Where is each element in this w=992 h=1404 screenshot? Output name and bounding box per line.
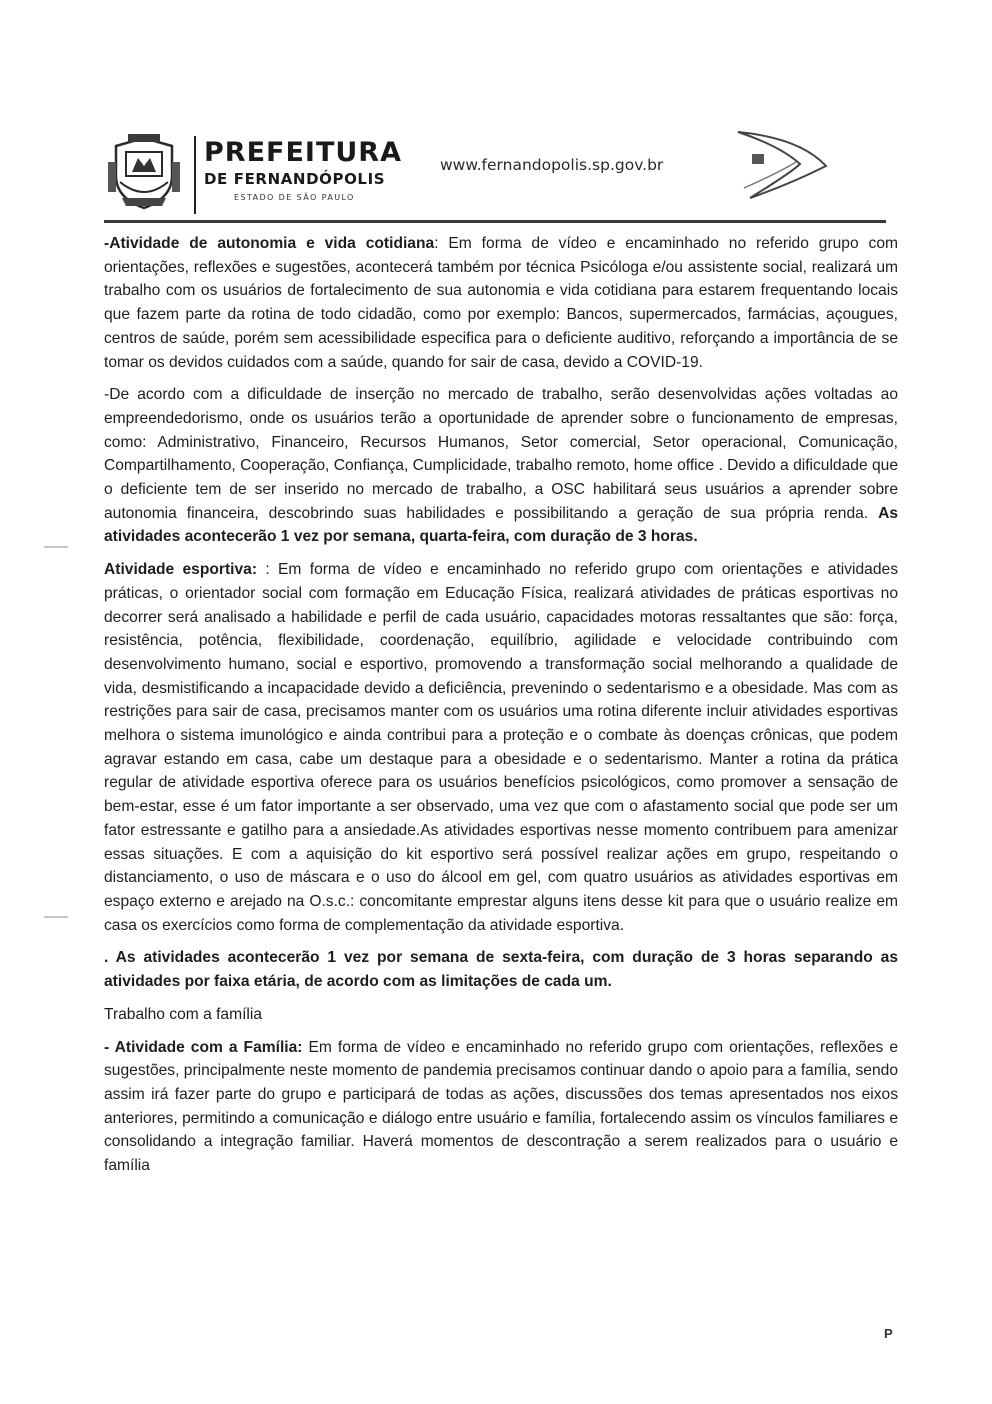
margin-mark <box>44 916 68 918</box>
page-mark: P <box>884 1326 893 1341</box>
municipal-coat-of-arms-icon <box>104 132 184 212</box>
website-text: www.fernandopolis.sp.gov.br <box>440 156 664 174</box>
paragraph-familia <box>104 1036 898 1178</box>
header-rule <box>104 220 886 223</box>
org-state-line: ESTADO DE SÃO PAULO <box>234 193 355 202</box>
paragraph-esportiva <box>104 558 898 937</box>
paragraph-label: - Atividade com a Família: <box>104 1038 303 1056</box>
arrow-emblem-icon <box>730 126 830 206</box>
margin-mark <box>44 546 68 548</box>
section-heading: Trabalho com a família <box>104 1005 263 1023</box>
paragraph-autonomia <box>104 232 898 374</box>
paragraph-text: : Em forma de vídeo e encaminhado no referido grupo com orientações e atividades práticas, o orientador social com formação em Educação Física, realizará atividades de práticas esportivas no decorrer será analisado a habilidade e perfil de cada usuário, capacidades motoras ressaltantes que são: força, resistência, potência, flexibilidade, coordenação, equilíbrio, agilidade e velocidade contribuindo com desenvolvimento humano, social e esportivo, promovendo a transformação social melhorando a qualidade de vida, desmistificando a incapacidade devido a deficiência, prevenindo o sedentarismo e a obesidade. Mas com as restrições para sair de casa, precisamos manter com os usuários uma rotina diferente incluir atividades esportivas melhora o sistema imunológico e ainda contribui para a proteção e o combate às doenças crônicas, que podem agravar estando em casa, cabe um destaque para a obesidade e o sedentarismo. Manter a rotina da prática regular de atividade esportiva oferece para os usuários benefícios psicológicos, como promover a sensação de bem-estar, esse é um fator importante a ser observado, uma vez que com o afastamento social que pode ser um fator estressante e gatilho para a ansiedade.As atividades esportivas nesse momento contribuem para amenizar essas situações. E com a aquisição do kit esportivo será possível realizar ações em grupo, respeitando o distanciamento, o uso de máscara e o uso do álcool em gel, com quatro usuários as atividades esportivas em espaço externo e arejado na O.s.c.: concomitante emprestar alguns itens desse kit para que o usuário realize em casa os exercícios como forma de complementação da atividade esportiva. <box>104 561 899 934</box>
org-city-line: DE FERNANDÓPOLIS <box>204 170 386 188</box>
paragraph-schedule: As atividades acontecerão 1 vez por semana, quarta-feira, com duração de 3 horas. <box>104 504 898 546</box>
paragraph-text: Em forma de vídeo e encaminhado no referido grupo com orientações, reflexões e sugestões, principalmente neste momento de pandemia precisamos continuar dando o apoio para a família, sendo assim irá fazer parte do grupo e participará de todas as ações, discussões dos temas apresentados nos eixos anteriores, permitindo a comunicação e diálogo entre usuário e família, fortalecendo assim os vínculos familiares e consolidando a integração familiar. Haverá momentos de descontração a serem realizados para o usuário e família <box>104 1038 898 1175</box>
document-body <box>104 232 898 1187</box>
paragraph-text: -De acordo com a dificuldade de inserção no mercado de trabalho, serão desenvolvidas ações voltadas ao empreendedorismo, onde os usuários terão a oportunidade de aprender sobre o funcionamento de empresas, como: Administrativo, Financeiro, Recursos Humanos, Setor comercial, Setor operacional, Comunicação, Compartilhamento, Cooperação, Confiança, Cumplicidade, trabalho remoto, home office . Devido a dificuldade que o deficiente tem de ser inserido no mercado de trabalho, a OSC habilitará seus usuários a aprender sobre autonomia financeira, descobrindo suas habilidades e possibilitando a geração de sua própria renda. <box>104 386 898 522</box>
organization-name <box>204 138 402 204</box>
paragraph-schedule: . As atividades acontecerão 1 vez por semana de sexta-feira, com duração de 3 horas separando as atividades por faixa etária, de acordo com as limitações de cada um. <box>104 949 898 991</box>
paragraph-label: Atividade esportiva: <box>104 561 258 579</box>
paragraph-empreendedorismo <box>104 383 898 549</box>
paragraph-text: : Em forma de vídeo e encaminhado no referido grupo com orientações, reflexões e sugestões, acontecerá também por técnica Psicóloga e/ou assistente social, realizará um trabalho com os usuários de fortalecimento de sua autonomia e vida cotidiana para estarem frequentando locais que fazem parte da rotina de todo cidadão, como por exemplo: Bancos, supermercados, farmácias, açougues, centros de saúde, porém sem acessibilidade especifica para o deficiente auditivo, reforçando a importância de se tomar os devidos cuidados com a saúde, quando for sair de casa, devido a COVID-19. <box>104 235 899 371</box>
paragraph-label: -Atividade de autonomia e vida cotidiana <box>104 235 435 252</box>
header-divider <box>194 136 196 214</box>
org-name-line: PREFEITURA <box>204 137 402 168</box>
letterhead <box>104 124 894 222</box>
paragraph-schedule-sexta <box>104 946 898 993</box>
